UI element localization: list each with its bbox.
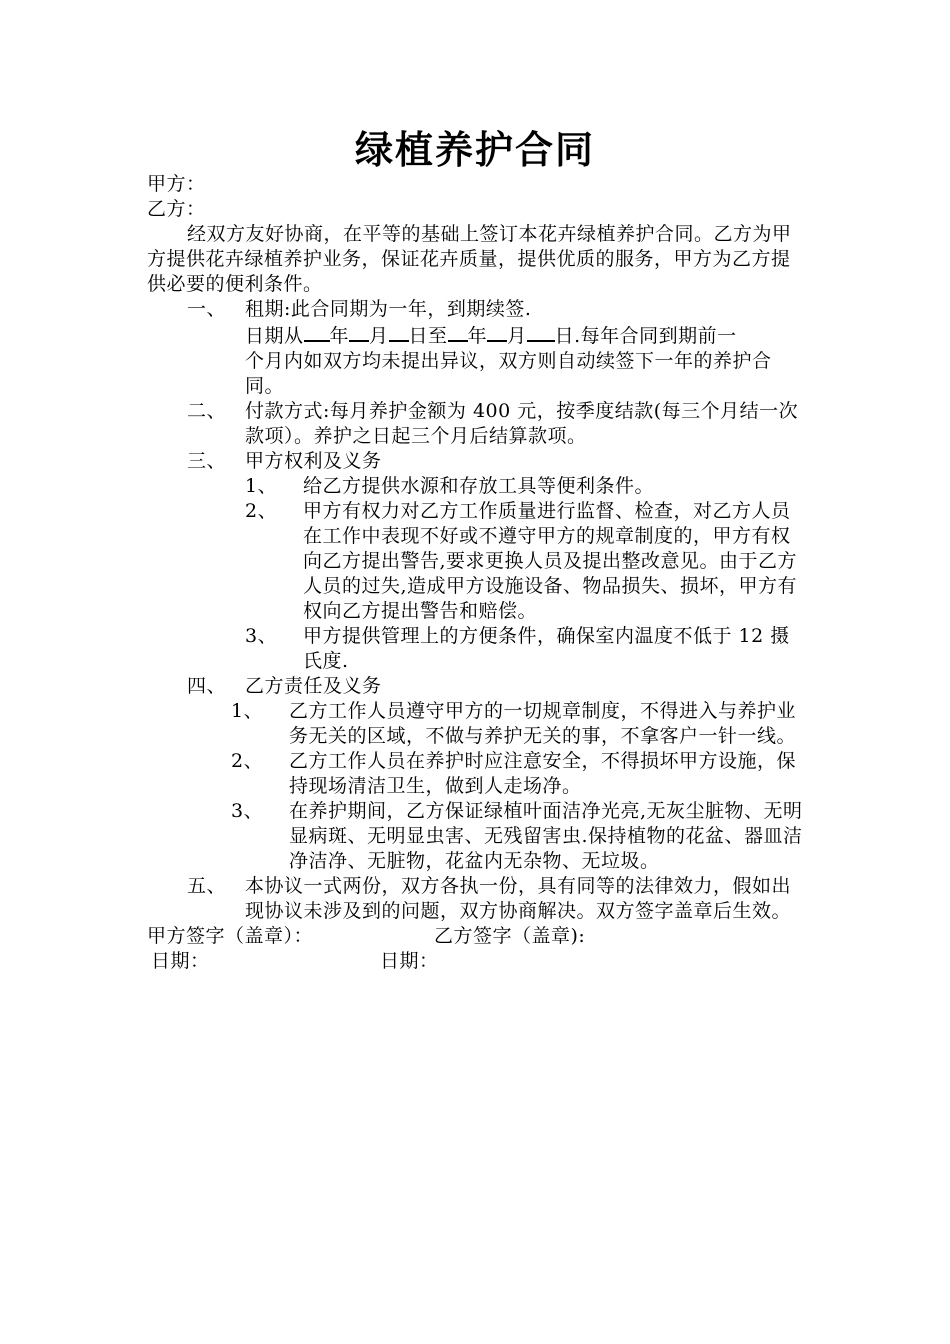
section-body: 甲方权利及义务 xyxy=(245,450,382,472)
date-part: 年 xyxy=(329,325,350,347)
section-1-date-line xyxy=(245,322,807,349)
party-b-date-label: 日期： xyxy=(380,950,439,972)
party-b-signature-label: 乙方签字（盖章): xyxy=(434,925,586,947)
intro-paragraph: 经双方友好协商，在平等的基础上签订本花卉绿植养护合同。乙方为甲方提供花卉绿植养护业务，保证花卉质量，提供优质的服务，甲方为乙方提供必要的便利条件。 xyxy=(147,223,792,295)
section-1-rest: 个月内如双方均未提出异议，双方则自动续签下一年的养护合同。 xyxy=(245,350,772,397)
section-2 xyxy=(147,399,807,449)
party-a-signature-label: 甲方签字（盖章）： xyxy=(147,925,314,947)
item-body: 甲方有权力对乙方工作质量进行监督、检查，对乙方人员在工作中表现不好或不遵守甲方的规章制度的，甲方有权向乙方提出警告,要求更换人员及提出整改意见。由于乙方人员的过失,造成甲方设施设备、物品损失、损坏，甲方有权向乙方提出警告和赔偿。 xyxy=(303,500,798,622)
blank-month-start xyxy=(349,322,369,342)
date-part: 年 xyxy=(467,325,488,347)
date-part: 日至 xyxy=(408,325,448,347)
date-part: 日期从 xyxy=(245,325,304,347)
section-3-item-2 xyxy=(147,499,807,624)
section-number: 一、 xyxy=(187,298,227,320)
party-a-label: 甲方： xyxy=(147,173,206,195)
date-part: 月 xyxy=(507,325,527,347)
signature-row xyxy=(147,924,807,949)
item-body: 甲方提供管理上的方便条件，确保室内温度不低于 12 摄氏度. xyxy=(303,625,790,672)
section-number: 三、 xyxy=(187,450,227,472)
item-body: 在养护期间，乙方保证绿植叶面洁净光亮,无灰尘脏物、无明显病斑、无明显虫害、无残留害虫.保持植物的花盆、器皿洁净洁净、无脏物，花盆内无杂物、无垃圾。 xyxy=(289,800,803,872)
section-4 xyxy=(147,674,807,699)
section-4-item-1 xyxy=(147,699,807,749)
date-part: 月 xyxy=(369,325,389,347)
section-body: 本协议一式两份，双方各执一份，具有同等的法律效力，假如出现协议未涉及到的问题，双方协商解决。双方签字盖章后生效。 xyxy=(245,875,792,922)
section-number: 二、 xyxy=(187,400,227,422)
date-row xyxy=(147,949,807,974)
item-body: 给乙方提供水源和存放工具等便利条件。 xyxy=(303,475,655,497)
section-number: 四、 xyxy=(187,675,227,697)
section-5 xyxy=(147,874,807,924)
section-3 xyxy=(147,449,807,474)
section-body: 付款方式:每月养护金额为 400 元，按季度结款(每三个月结一次款项）。养护之日起三个月后结算款项。 xyxy=(245,400,799,447)
section-1 xyxy=(147,297,807,399)
blank-year-start xyxy=(304,322,330,342)
contract-body xyxy=(147,172,807,974)
item-number: 2、 xyxy=(231,750,264,772)
document-title: 绿植养护合同 xyxy=(354,128,595,172)
section-4-item-2 xyxy=(147,749,807,799)
section-body: 乙方责任及义务 xyxy=(245,675,382,697)
section-number: 五、 xyxy=(187,875,227,897)
item-body: 乙方工作人员在养护时应注意安全，不得损坏甲方设施，保持现场清洁卫生，做到人走场净。 xyxy=(289,750,797,797)
section-body xyxy=(245,297,807,399)
item-number: 1、 xyxy=(245,475,278,497)
blank-month-end xyxy=(487,322,507,342)
party-b-label: 乙方： xyxy=(147,198,206,220)
item-number: 3、 xyxy=(231,800,264,822)
blank-day-end xyxy=(527,322,555,342)
section-1-line: 租期:此合同期为一年，到期续签. xyxy=(245,298,532,320)
blank-day-start xyxy=(389,322,409,342)
section-4-item-3 xyxy=(147,799,807,874)
item-number: 3、 xyxy=(245,625,278,647)
blank-year-end xyxy=(448,322,468,342)
party-a-date-label: 日期： xyxy=(151,950,210,972)
section-3-item-1 xyxy=(147,474,807,499)
section-3-item-3 xyxy=(147,624,807,674)
date-part: 日.每年合同到期前一 xyxy=(554,325,737,347)
item-number: 2、 xyxy=(245,500,278,522)
item-body: 乙方工作人员遵守甲方的一切规章制度，不得进入与养护业务无关的区域，不做与养护无关的事，不拿客户一针一线。 xyxy=(289,700,797,747)
item-number: 1、 xyxy=(231,700,264,722)
